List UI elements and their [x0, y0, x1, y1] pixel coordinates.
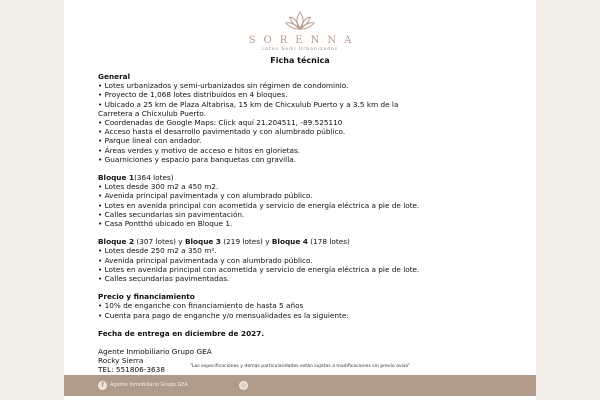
bloque1-item: • Lotes desde 300 m2 a 450 m2. [98, 182, 219, 192]
general-item: • Áreas verdes y motivo de acceso e hitos en glorietas. [98, 145, 301, 155]
lotus-icon [285, 10, 315, 32]
instagram-icon[interactable]: ◎ [240, 382, 247, 389]
agent-company: Agente Inmobiliario Grupo GEA [98, 347, 212, 357]
bloques234-item: • Lotes desde 250 m2 a 350 m². [98, 246, 217, 256]
agent-name: Rocky Sierra [98, 356, 144, 366]
brand-logo [64, 10, 536, 52]
bloques234-item: • Avenida principal pavimentada y con alumbrado público. [98, 255, 313, 265]
general-heading: General [98, 72, 131, 81]
bloque1-item: • Calles secundarias sin pavimentación. [98, 209, 245, 219]
spec-sheet [64, 0, 536, 400]
delivery-date: Fecha de entrega en diciembre de 2027. [98, 328, 265, 338]
right-side-band [536, 0, 600, 400]
general-item-coordinates[interactable]: • Coordenadas de Google Maps: Click aquí 21.204511, -89.525110 [98, 118, 343, 128]
bloques234-heading [98, 237, 528, 246]
bloque1-item: • Casa Pontthó ubicado en Bloque 1. [98, 219, 233, 229]
bloque1-heading [98, 173, 528, 182]
general-item: • Acceso hasta el desarrollo pavimentado y con alumbrado público. [98, 127, 346, 137]
brand-tagline: Lotes Semi Urbanizados [261, 47, 339, 52]
bloque1-name: Bloque 1 [98, 173, 135, 183]
precio-heading: Precio y financiamiento [98, 292, 195, 302]
general-item: • Ubicado a 25 km de Plaza Altabrisa, 15 km de Chicxulub Puerto y a 3.5 km de la [98, 99, 399, 109]
general-item: • Proyecto de 1,068 lotes distribuidos en 4 bloques. [98, 90, 288, 100]
bloque1-item: • Avenida principal pavimentada y con alumbrado público. [98, 191, 313, 201]
footer-bar [64, 375, 536, 396]
precio-item: • 10% de enganche con financiamiento de hasta 5 años [98, 301, 304, 311]
sheet-title: Ficha técnica [270, 56, 330, 65]
bloque1-count: (364 lotes) [134, 173, 174, 183]
bloque2-count: (307 lotes) y [134, 237, 185, 247]
section-gap [98, 228, 528, 237]
section-gap [98, 320, 528, 329]
general-item: • Lotes urbanizados y semi-urbanizados sin régimen de condominio. [98, 81, 349, 91]
agent-phone: TEL: 551806-3638 [98, 365, 165, 375]
bloque3-name: Bloque 3 [184, 237, 221, 247]
section-gap [98, 283, 528, 292]
section-gap [98, 164, 528, 173]
bloque1-item: • Lotes en avenida principal con acometida y servicio de energía eléctrica a pie de lote. [98, 200, 420, 210]
bloques234-item: • Lotes en avenida principal con acometida y servicio de energía eléctrica a pie de lote. [98, 264, 420, 274]
spec-content [98, 72, 528, 375]
bloques234-item: • Calles secundarias pavimentadas. [98, 274, 230, 284]
bloque4-name: Bloque 4 [271, 237, 308, 247]
bloque4-count: (178 lotes) [307, 237, 350, 247]
general-item: Carretera a Chicxulub Puerto. [98, 108, 206, 118]
disclaimer: "Las especificaciones y demás particularidades están sujetas a modificaciones sin previo aviso" [189, 364, 411, 369]
footer-text: Agente Inmobiliario Grupo GEA [110, 382, 188, 388]
general-item: • Guarniciones y espacio para banquetas con gravilla. [98, 154, 297, 164]
general-item: • Parque lineal con andador. [98, 136, 202, 146]
precio-item: • Cuenta para pago de enganche y/o mensualidades es la siguiente: [98, 310, 349, 320]
section-gap [98, 338, 528, 347]
brand-name: SORENNA [248, 35, 360, 46]
bloque2-name: Bloque 2 [98, 237, 135, 247]
facebook-icon[interactable]: f [98, 381, 107, 390]
left-side-band [0, 0, 64, 400]
bloque3-count: (219 lotes) y [221, 237, 272, 247]
